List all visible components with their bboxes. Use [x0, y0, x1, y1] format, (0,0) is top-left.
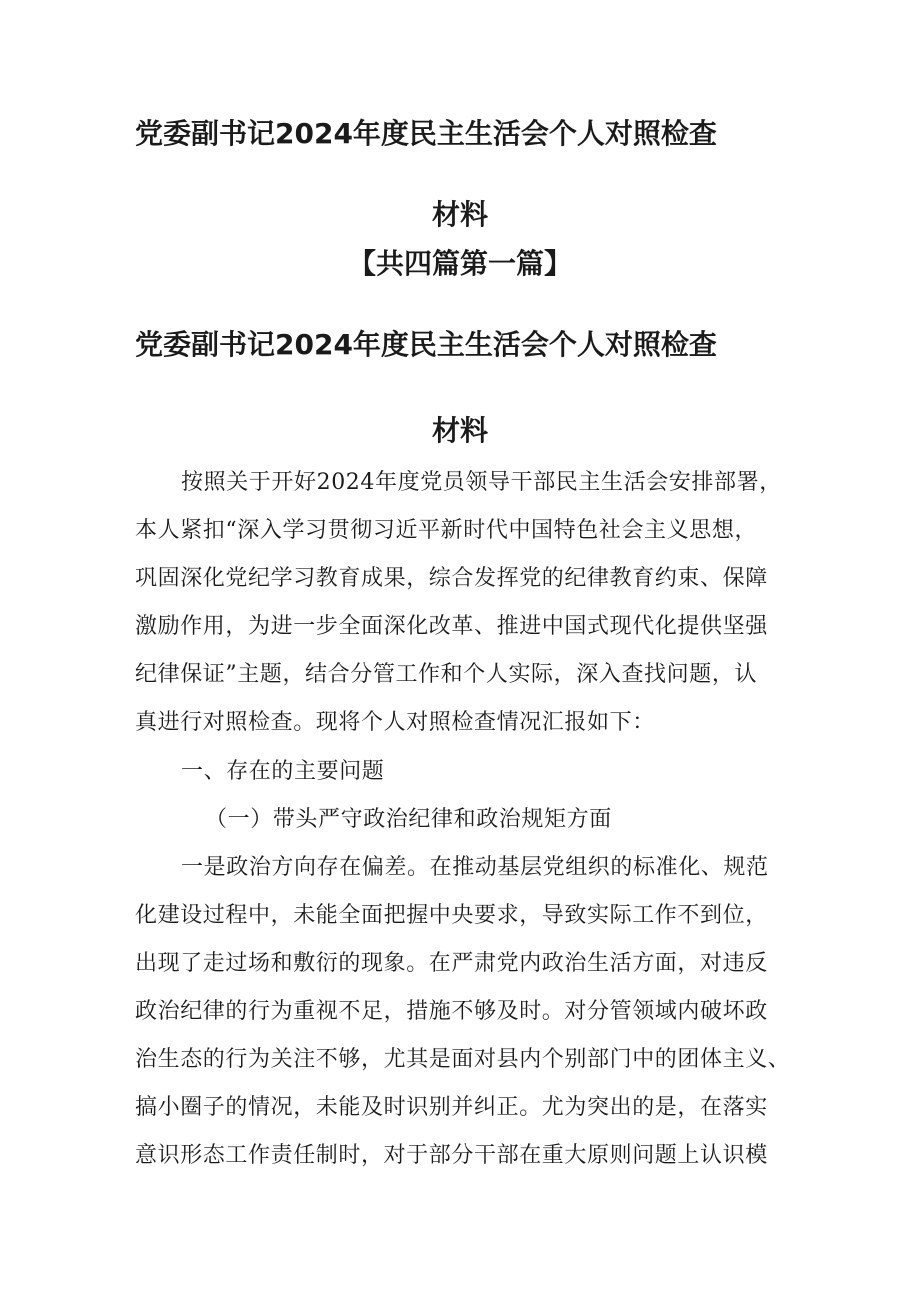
paragraph-line: 激励作用，为进一步全面深化改革、推进中国式现代化提供坚强 — [135, 614, 768, 639]
paragraph-line: 化建设过程中，未能全面把握中央要求，导致实际工作不到位， — [135, 903, 768, 928]
paragraph-line: 治生态的行为关注不够，尤其是面对县内个别部门中的团体主义、 — [135, 1047, 791, 1072]
paragraph-line: 搞小圈子的情况，未能及时识别并纠正。尤为突出的是，在落实 — [135, 1095, 768, 1120]
section-heading: 一、存在的主要问题 — [181, 759, 385, 784]
paragraph-line: 纪律保证”主题，结合分管工作和个人实际，深入查找问题，认 — [135, 662, 758, 687]
document-title-line-1: 党委副书记2024年度民主生活会个人对照检查 — [135, 117, 717, 150]
paragraph-line: 一是政治方向存在偏差。在推动基层党组织的标准化、规范 — [181, 855, 769, 880]
paragraph-line: 政治纪律的行为重视不足，措施不够及时。对分管领域内破坏政 — [135, 999, 768, 1024]
document-subtitle-line-1: 党委副书记2024年度民主生活会个人对照检查 — [135, 328, 717, 361]
paragraph-line: 巩固深化党纪学习教育成果，综合发挥党的纪律教育约束、保障 — [135, 566, 768, 591]
paragraph-line: 本人紧扣“深入学习贯彻习近平新时代中国特色社会主义思想， — [135, 518, 758, 543]
subsection-heading: （一）带头严守政治纪律和政治规矩方面 — [205, 807, 612, 832]
paragraph-line: 真进行对照检查。现将个人对照检查情况汇报如下： — [135, 710, 655, 735]
document-subtitle-line-2: 材料 — [431, 414, 488, 447]
paragraph-line: 按照关于开好2024年度党员领导干部民主生活会安排部署， — [181, 470, 782, 495]
paragraph-line: 出现了走过场和敷衍的现象。在严肃党内政治生活方面，对违反 — [135, 951, 768, 976]
paragraph-line: 意识形态工作责任制时，对于部分干部在重大原则问题上认识模 — [135, 1143, 768, 1168]
part-label: 【共四篇第一篇】 — [347, 247, 572, 280]
document-title-line-2: 材料 — [431, 198, 488, 231]
